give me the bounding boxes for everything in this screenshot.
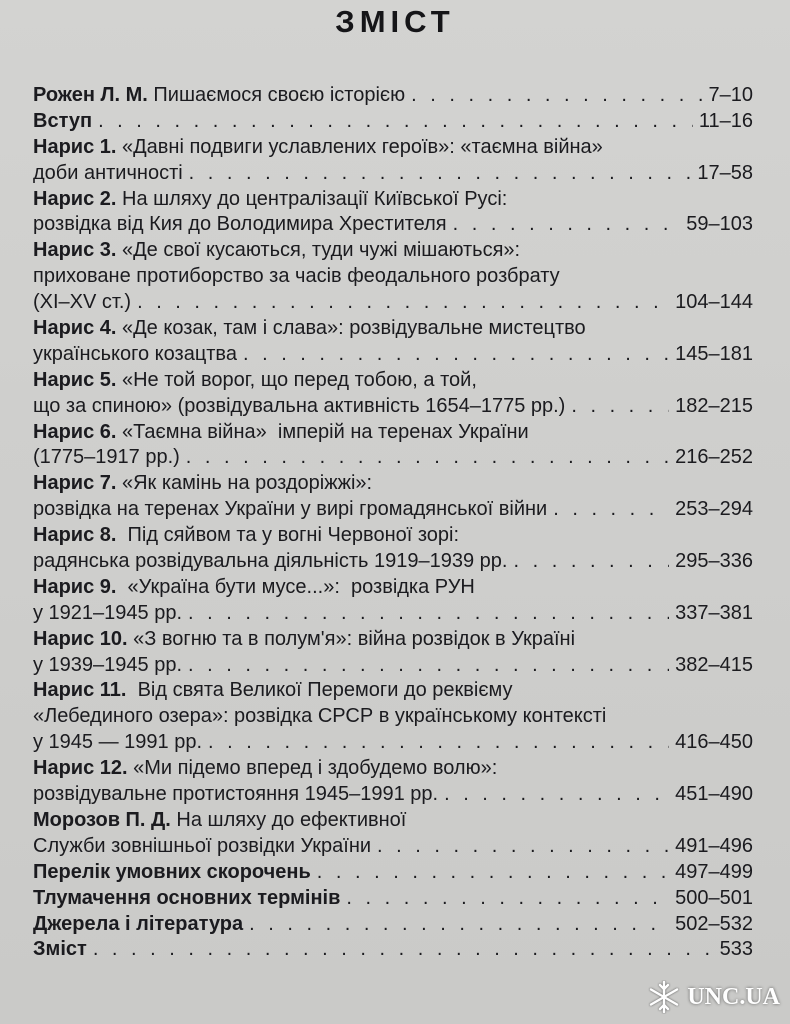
toc-entry [33, 238, 753, 264]
toc-entry [33, 471, 753, 497]
dot-leader [411, 83, 702, 109]
toc-entry-text [33, 627, 575, 653]
dot-leader [444, 782, 669, 808]
toc-entry-text [33, 678, 513, 704]
toc-entry-continuation [33, 394, 753, 420]
dot-leader [188, 601, 669, 627]
toc-entry-continuation [33, 264, 753, 290]
page-range: 491–496 [675, 834, 753, 857]
toc-entry-title: На шляху до ефективної [170, 808, 407, 831]
toc-entry-title: (XI–XV ст.) [33, 291, 132, 314]
toc-entry [33, 678, 753, 704]
page-range: 295–336 [675, 550, 753, 573]
toc-entry-continuation [33, 549, 753, 575]
toc-entry-author-or-number: Нарис 12. [33, 757, 128, 780]
toc-entry [33, 187, 753, 213]
toc-entry-text [33, 368, 477, 394]
toc-entry-title: «Лебединого озера»: розвідка СРСР в українському контексті [33, 705, 607, 728]
toc-entry-author-or-number: Джерела і література [33, 912, 244, 935]
toc-entry-text [33, 756, 497, 782]
toc-entry [33, 316, 753, 342]
watermark [647, 980, 780, 1014]
snowflake-icon [647, 980, 681, 1014]
toc-entry-text [33, 704, 606, 730]
toc-entry-author-or-number: Перелік умовних скорочень [33, 860, 311, 883]
toc-entry-text [33, 497, 547, 523]
toc-entry-text [33, 83, 405, 109]
toc-entry-title: Під сяйвом та у вогні Червоної зорі: [116, 524, 460, 547]
toc-entry-text [33, 290, 131, 316]
toc-entry-text [33, 601, 182, 627]
toc-entry-text [33, 316, 586, 342]
watermark-text: UNC.UA [687, 983, 780, 1010]
page-range: 182–215 [675, 394, 753, 417]
dot-leader [243, 342, 669, 368]
toc-entry-text [33, 109, 92, 135]
dot-leader [553, 497, 669, 523]
toc-entry-text [33, 420, 529, 446]
page-range: 533 [719, 938, 753, 961]
dot-leader [208, 730, 669, 756]
toc-entry [33, 756, 753, 782]
toc-entry-author-or-number: Рожен Л. М. [33, 84, 148, 106]
toc-entry-author-or-number: Нарис 6. [33, 420, 117, 443]
toc-entry-title: «Де свої кусаються, туди чужі мішаються»: [116, 239, 521, 262]
page-range: 253–294 [675, 498, 753, 521]
dot-leader [188, 653, 669, 679]
toc-entry-author-or-number: Тлумачення основних термінів [33, 886, 341, 909]
page-range: 451–490 [675, 783, 753, 806]
toc-entry-author-or-number: Зміст [33, 938, 87, 961]
toc-entry [33, 109, 753, 135]
toc-entry-text [33, 549, 507, 575]
toc-entry-title: розвідка на теренах України у вирі громадянської війни [33, 498, 548, 521]
page-title: ЗМІСТ [335, 4, 455, 39]
toc-entry-title: «Як камінь на роздоріжжі»: [116, 472, 373, 495]
dot-leader [186, 445, 669, 471]
toc-entry [33, 523, 753, 549]
toc-entry-title: розвідка від Кия до Володимира Хрестителя [33, 213, 447, 236]
toc-entry-text [33, 834, 371, 860]
dot-leader [249, 912, 669, 938]
toc-entry [33, 886, 753, 912]
toc-entry-author-or-number: Нарис 4. [33, 317, 117, 340]
toc-entry-title: у 1921–1945 рр. [33, 601, 183, 624]
toc-entry-text [33, 342, 237, 368]
dot-leader [317, 860, 669, 886]
toc-entry-continuation [33, 601, 753, 627]
page-range: 382–415 [675, 653, 753, 676]
dot-leader [377, 834, 669, 860]
toc-entry-author-or-number: Нарис 11. [33, 679, 127, 702]
toc-entry-title: українського козацтва [33, 342, 237, 365]
toc-entry-text [33, 264, 560, 290]
toc-entry-title: радянська розвідувальна діяльність 1919–1939 рр. [33, 550, 508, 573]
toc-entry-title: «Не той ворог, що перед тобою, а той, [116, 368, 477, 391]
toc-entry [33, 937, 753, 963]
toc-entry-author-or-number: Нарис 1. [33, 135, 117, 158]
toc-entry [33, 135, 753, 161]
toc-entry-text [33, 161, 183, 187]
page-range: 500–501 [675, 886, 753, 909]
toc-entry-text [33, 135, 603, 161]
toc-entry-author-or-number: Нарис 9. [33, 575, 117, 598]
toc-entry-author-or-number: Нарис 8. [33, 524, 117, 547]
toc-entry-title: «Давні подвиги уславлених героїв»: «таємна війна» [116, 135, 603, 158]
toc-entry-author-or-number: Нарис 5. [33, 368, 117, 391]
toc-entry [33, 808, 753, 834]
dot-leader [93, 937, 714, 963]
dot-leader [98, 109, 693, 135]
toc-entry-title: «З вогню та в полум'я»: війна розвідок в Україні [127, 627, 576, 650]
toc-entry-text [33, 860, 311, 886]
toc-entry-title: приховане протиборство за часів феодального розбрату [33, 265, 560, 288]
page-range: 7–10 [708, 84, 753, 106]
toc-entry-author-or-number: Вступ [33, 109, 93, 132]
toc-entry-text [33, 808, 406, 834]
toc-entry-author-or-number: Нарис 7. [33, 472, 117, 495]
page-range: 59–103 [686, 213, 753, 236]
toc-entry-title: «Україна бути мусе...»: розвідка РУН [116, 575, 475, 598]
toc-entry-text [33, 523, 459, 549]
toc-entry-title: Служби зовнішньої розвідки України [33, 834, 372, 857]
toc-entry-title: «Де козак, там і слава»: розвідувальне мистецтво [116, 317, 586, 340]
toc-entry-text [33, 238, 520, 264]
toc-entry-author-or-number: Нарис 10. [33, 627, 128, 650]
toc-entry-author-or-number: Нарис 3. [33, 239, 117, 262]
toc-entry-text [33, 187, 507, 213]
toc-entry-text [33, 937, 87, 963]
toc-entry-continuation [33, 704, 753, 730]
page-range: 17–58 [697, 161, 753, 184]
toc-entry-text [33, 886, 340, 912]
toc-entry-title: розвідувальне протистояння 1945–1991 рр. [33, 783, 439, 806]
toc-entry-text [33, 653, 182, 679]
page-range: 497–499 [675, 860, 753, 883]
toc-entry [33, 627, 753, 653]
dot-leader [571, 394, 669, 420]
page-range: 502–532 [675, 912, 753, 935]
toc-entry-title: На шляху до централізації Київської Русі: [116, 187, 508, 210]
toc-entry-text [33, 782, 438, 808]
toc-entry [33, 368, 753, 394]
dot-leader [453, 212, 681, 238]
toc-entry-continuation [33, 730, 753, 756]
toc-entry-title: «Ми підемо вперед і здобудемо волю»: [127, 757, 498, 780]
page-range: 104–144 [675, 291, 753, 314]
toc-entry-title: що за спиною» (розвідувальна активність 1654–1775 рр.) [33, 394, 566, 417]
toc-entry-author-or-number: Нарис 2. [33, 187, 117, 210]
toc-entry-continuation [33, 834, 753, 860]
toc-entry-continuation [33, 497, 753, 523]
toc-entry-text [33, 471, 372, 497]
toc-entry [33, 83, 753, 109]
dot-leader [513, 549, 669, 575]
toc-entry-continuation [33, 782, 753, 808]
dot-leader [346, 886, 669, 912]
toc-entry-title: Пишаємося своєю історією [147, 84, 406, 106]
toc-entry-continuation [33, 445, 753, 471]
table-of-contents [33, 83, 753, 963]
dot-leader [137, 290, 669, 316]
toc-entry-continuation [33, 653, 753, 679]
toc-entry-text [33, 575, 475, 601]
toc-entry-continuation [33, 290, 753, 316]
toc-entry-title: у 1945 — 1991 рр. [33, 731, 203, 754]
toc-entry-text [33, 212, 447, 238]
page-range: 416–450 [675, 731, 753, 754]
toc-entry [33, 912, 753, 938]
toc-entry-title: Від свята Великої Перемоги до реквієму [126, 679, 513, 702]
toc-entry [33, 860, 753, 886]
page-range: 216–252 [675, 446, 753, 469]
toc-entry-continuation [33, 212, 753, 238]
page-range: 337–381 [675, 601, 753, 624]
toc-entry-text [33, 730, 202, 756]
toc-entry-continuation [33, 161, 753, 187]
toc-entry-text [33, 912, 243, 938]
toc-entry-text [33, 394, 565, 420]
toc-entry [33, 420, 753, 446]
toc-entry [33, 575, 753, 601]
page-range: 11–16 [698, 109, 753, 132]
toc-entry-title: (1775–1917 рр.) [33, 446, 180, 469]
toc-entry-author-or-number: Морозов П. Д. [33, 808, 171, 831]
toc-entry-title: у 1939–1945 рр. [33, 653, 183, 676]
toc-entry-text [33, 445, 180, 471]
page-range: 145–181 [675, 342, 753, 365]
toc-entry-title: доби античності [33, 161, 183, 184]
toc-entry-continuation [33, 342, 753, 368]
toc-entry-title: «Таємна війна» імперій на теренах України [116, 420, 529, 443]
dot-leader [189, 161, 692, 187]
